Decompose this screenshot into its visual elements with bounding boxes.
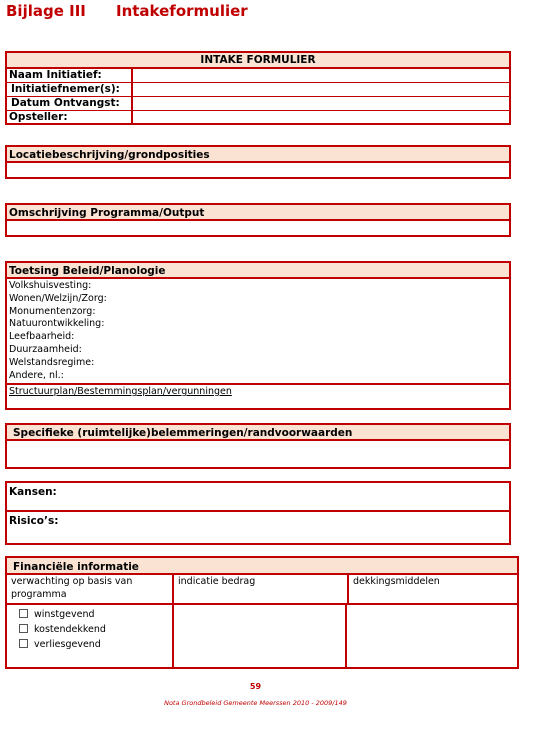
structuurplan-link[interactable]: Structuurplan/Bestemmingsplan/vergunningen [9,386,232,397]
kansen-label: Kansen: [7,483,509,512]
toetsing-item: Natuurontwikkeling: [9,318,105,330]
datum-ontvangst-value[interactable] [133,97,509,110]
footer-text: Nota Grondbeleid Gemeente Meerssen 2010 - 2009/149 [164,699,347,707]
toetsing-item: Andere, nl.: [9,369,64,381]
page-heading [6,2,248,20]
locatie-title: Locatiebeschrijving/grondposities [7,147,509,163]
checkbox-icon[interactable] [19,609,28,618]
toetsing-item: Leefbaarheid: [9,331,75,343]
locatie-section [5,145,511,179]
field-label: Opsteller: [7,111,133,124]
toetsing-item: Welstandsregime: [9,356,95,368]
checkbox-icon[interactable] [19,639,28,648]
financieel-body-row [7,605,517,667]
intake-field-row [7,111,509,124]
intake-field-row [7,69,509,83]
field-label: Naam Initiatief: [7,69,133,82]
option-label: winstgevend [34,609,95,620]
toetsing-item: Volkshuisvesting: [9,280,92,291]
initiatiefnemer-value[interactable] [133,83,509,96]
field-label: Datum Ontvangst: [7,97,133,110]
financieel-header-row [7,575,517,605]
option-verliesgevend[interactable] [19,639,172,654]
page-title: Intakeformulier [116,2,248,20]
option-label: kostendekkend [34,624,106,635]
financieel-title: Financiële informatie [7,558,517,575]
option-label: verliesgevend [34,639,101,650]
toetsing-title: Toetsing Beleid/Planologie [7,263,509,279]
option-kostendekkend[interactable] [19,624,172,639]
checkbox-icon[interactable] [19,624,28,633]
omschrijving-title: Omschrijving Programma/Output [7,205,509,221]
field-label: Initiatiefnemer(s): [7,83,133,96]
intake-section [5,51,511,125]
toetsing-items [7,279,509,385]
dekkingsmiddelen-cell[interactable] [347,605,517,667]
column-header: dekkingsmiddelen [353,576,440,587]
omschrijving-section [5,203,511,237]
column-header: indicatie bedrag [174,575,349,603]
financieel-section [5,556,519,669]
intake-title: INTAKE FORMULIER [7,53,509,69]
page-number: 59 [249,682,262,691]
column-header: verwachting op basis van programma [7,575,174,603]
naam-initiatief-value[interactable] [133,69,509,82]
option-winstgevend[interactable] [19,609,172,624]
intake-field-row [7,83,509,97]
indicatie-bedrag-cell[interactable] [174,605,347,667]
kansen-risico-section [5,481,511,545]
risico-label: Risico’s: [9,515,59,527]
opsteller-value[interactable] [133,111,509,124]
toetsing-item: Wonen/Welzijn/Zorg: [9,292,107,304]
options-cell [7,605,174,667]
toetsing-section [5,261,511,410]
toetsing-item: Monumentenzorg: [9,305,96,317]
intake-field-row [7,97,509,111]
appendix-label: Bijlage III [6,2,86,20]
belemmeringen-section [5,423,511,469]
toetsing-item: Duurzaamheid: [9,343,82,355]
belemmeringen-title: Specifieke (ruimtelijke)belemmeringen/randvoorwaarden [7,425,509,441]
